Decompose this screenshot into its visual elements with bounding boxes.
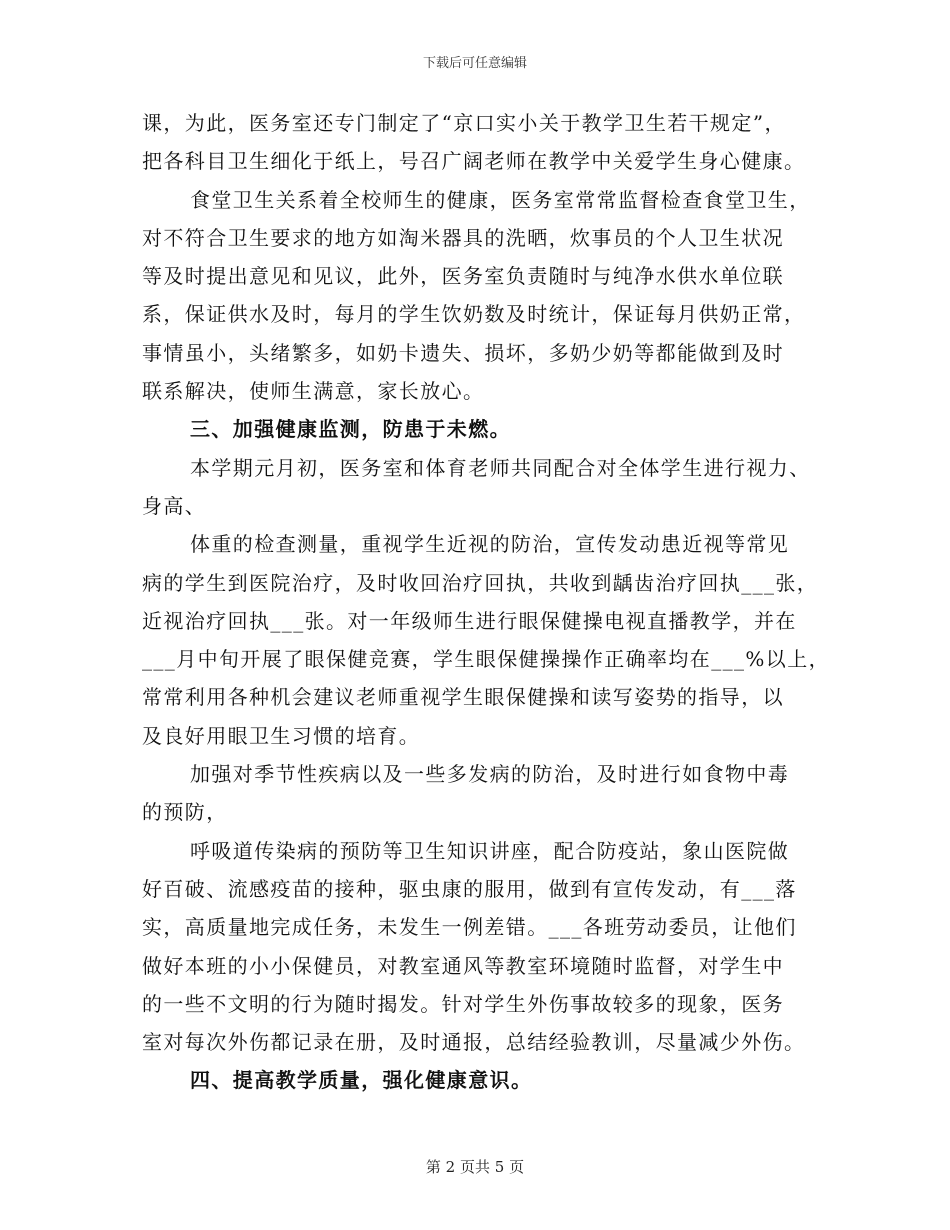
text-line: 等及时提出意见和见议，此外，医务室负责随时与纯净水供水单位联 [142,264,784,289]
text-line: 室对每次外伤都记录在册，及时通报，总结经验教训，尽量减少外伤。 [142,1030,806,1055]
text-line: 好百破、流感疫苗的接种，驱虫康的服用，做到有宣传发动，有___落 [142,876,797,901]
text-line: 做好本班的小小保健员，对教室通风等教室环境随时监督，对学生中 [142,953,784,978]
section-heading: 四、提高教学质量，强化健康意识。 [190,1068,533,1093]
text-line: 病的学生到医院治疗，及时收回治疗回执，共收到龋齿治疗回执___张， [142,570,819,595]
text-line: 常常利用各种机会建议老师重视学生眼保健操和读写姿势的指导，以 [142,685,784,710]
text-line: 加强对季节性疾病以及一些多发病的防治，及时进行如食物中毒 [190,762,790,787]
text-line: 身高、 [142,493,207,518]
text-line: ___月中旬开展了眼保健竞赛，学生眼保健操操作正确率均在___%以上， [142,647,831,672]
text-line: 的预防， [142,800,228,825]
text-line: 事情虽小，头绪繁多，如奶卡遗失、损坏，多奶少奶等都能做到及时 [142,340,784,365]
text-line: 联系解决，使师生满意，家长放心。 [142,379,485,404]
text-line: 本学期元月初，医务室和体育老师共同配合对全体学生进行视力、 [190,455,811,480]
text-line: 系，保证供水及时，每月的学生饮奶数及时统计，保证每月供奶正常， [142,302,806,327]
text-line: 课，为此，医务室还专门制定了“京口实小关于教学卫生若干规定”， [142,111,786,135]
page-header: 下载后可任意编辑 [422,56,527,71]
text-line: 把各科目卫生细化于纸上，号召广阔老师在教学中关爱学生身心健康。 [142,149,806,174]
document-body [142,104,831,1100]
text-line: 近视治疗回执___张。对一年级师生进行眼保健操电视直播教学，并在 [142,608,797,633]
text-line: 实，高质量地完成任务，未发生一例差错。___各班劳动委员，让他们 [142,915,797,940]
text-line: 及良好用眼卫生习惯的培育。 [142,723,421,748]
text-line: 体重的检查测量，重视学生近视的防治，宣传发动患近视等常见 [190,532,790,557]
text-line: 食堂卫生关系着全校师生的健康，医务室常常监督检查食堂卫生， [190,187,811,212]
text-line: 对不符合卫生要求的地方如淘米器具的洗晒，炊事员的个人卫生状况 [142,225,784,250]
section-heading: 三、加强健康监测，防患于未燃。 [190,417,511,442]
text-line: 呼吸道传染病的预防等卫生知识讲座，配合防疫站，象山医院做 [190,838,790,863]
page-footer: 第 2 页共 5 页 [425,1158,525,1176]
text-line: 的一些不文明的行为随时揭发。针对学生外伤事故较多的现象，医务 [142,991,784,1016]
